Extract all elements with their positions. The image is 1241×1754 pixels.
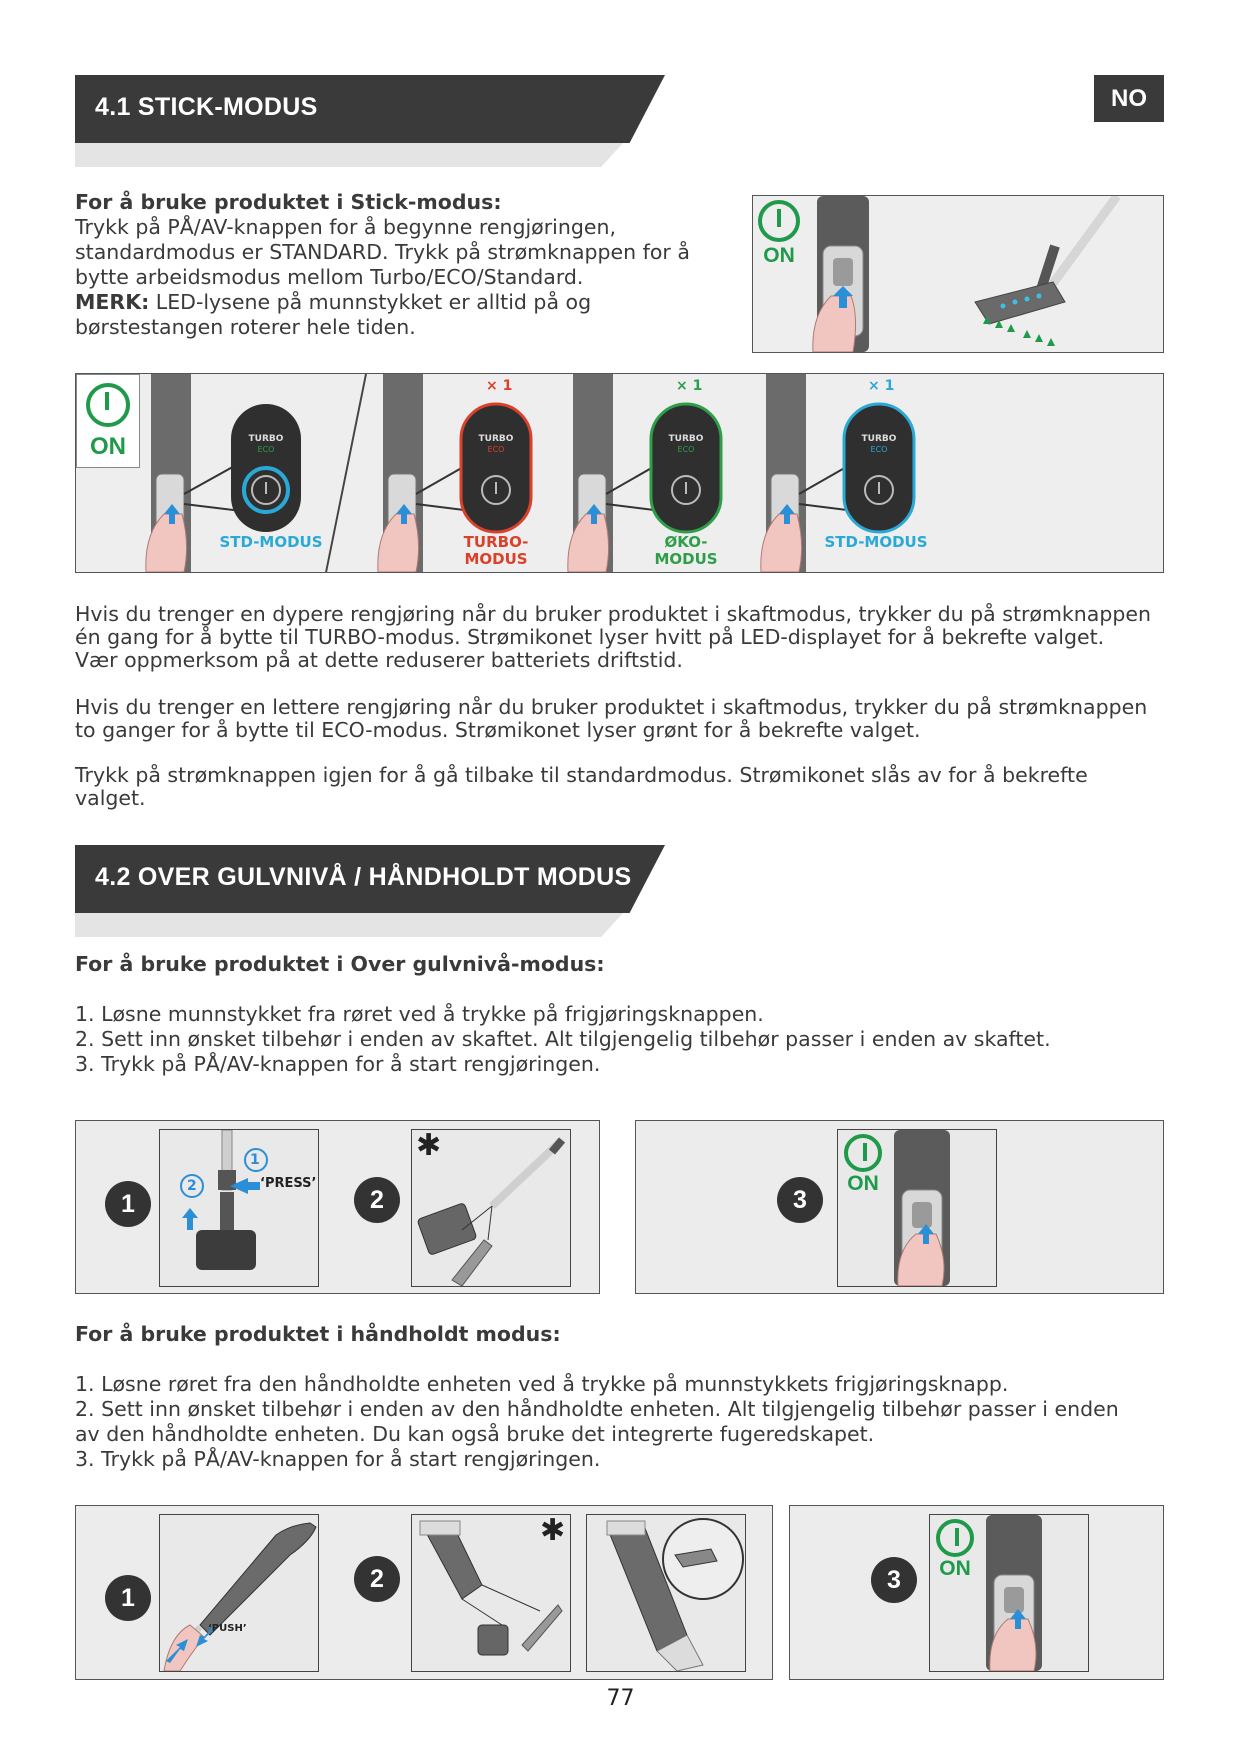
step-number: 2 bbox=[354, 1556, 400, 1602]
step-number: 3 bbox=[777, 1177, 823, 1223]
mode-label-std: STD-MODUS bbox=[824, 533, 928, 551]
intro-line: Trykk på PÅ/AV-knappen for å begynne rengjøringen, bbox=[75, 215, 616, 239]
step-line: 3. Trykk på PÅ/AV-knappen for å start rengjøringen. bbox=[75, 1052, 601, 1076]
mode-label-line: MODUS bbox=[654, 550, 718, 568]
stick-mode-illustration bbox=[752, 195, 1164, 353]
led-eco-label: ECO bbox=[487, 445, 505, 454]
handheld-power-on-illustration bbox=[929, 1514, 1089, 1672]
intro-heading: For å bruke produktet i Stick-modus: bbox=[75, 190, 502, 214]
mode-label-std: STD-MODUS bbox=[219, 533, 323, 551]
turbo-paragraph bbox=[75, 603, 1175, 672]
paragraph-line: Hvis du trenger en lettere rengjøring når du bruker produktet i skaftmodus, trykker du på strømknappen bbox=[75, 695, 1148, 719]
release-tube-drawing bbox=[160, 1515, 318, 1671]
handheld-steps-panel bbox=[75, 1505, 773, 1680]
paragraph-line: to ganger for å bytte til ECO-modus. Strømikonet lyser grønt for å bekrefte valget. bbox=[75, 718, 921, 742]
on-label: ON bbox=[847, 1172, 879, 1195]
power-icon bbox=[936, 1519, 974, 1557]
led-turbo-label: TURBO bbox=[861, 434, 897, 444]
release-tube-illustration bbox=[159, 1514, 319, 1672]
push-label: ‘PUSH’ bbox=[208, 1623, 247, 1634]
stick-mode-intro bbox=[75, 190, 715, 340]
page-number: 77 bbox=[606, 1686, 635, 1711]
section-header-stick-mode bbox=[75, 75, 665, 143]
section-title: 4.1 STICK-MODUS bbox=[95, 93, 318, 121]
mode-cycle-strip bbox=[75, 373, 1164, 573]
handheld-heading: For å bruke produktet i håndholdt modus: bbox=[75, 1322, 561, 1346]
step-number: 1 bbox=[105, 1181, 151, 1227]
paragraph-line: valget. bbox=[75, 786, 146, 810]
over-floor-on-panel bbox=[635, 1120, 1164, 1294]
vacuum-handle-drawing bbox=[753, 196, 1163, 352]
times-symbol: × bbox=[486, 378, 498, 394]
handheld-on-panel bbox=[789, 1505, 1164, 1680]
step-line: 3. Trykk på PÅ/AV-knappen for å start rengjøringen. bbox=[75, 1447, 601, 1471]
eco-paragraph bbox=[75, 696, 1175, 742]
crevice-tool-drawing bbox=[587, 1515, 745, 1671]
callout-number: 2 bbox=[187, 1178, 197, 1194]
led-eco-label: ECO bbox=[870, 445, 888, 454]
press-count bbox=[486, 378, 512, 394]
on-label: ON bbox=[939, 1557, 971, 1580]
section-header-handheld-mode bbox=[75, 845, 665, 913]
attach-accessory-illustration bbox=[411, 1129, 571, 1287]
note-text: LED-lysene på munnstykket er alltid på og bbox=[149, 290, 592, 314]
note-line: børstestangen roterer hele tiden. bbox=[75, 315, 416, 339]
language-badge: NO bbox=[1094, 75, 1164, 122]
led-eco-label: ECO bbox=[677, 445, 695, 454]
count-value: 1 bbox=[692, 378, 703, 394]
step-number: 2 bbox=[354, 1177, 400, 1223]
header-shadow bbox=[75, 913, 623, 937]
on-badge bbox=[838, 1130, 888, 1202]
on-badge bbox=[930, 1515, 980, 1587]
asterisk-icon: ✱ bbox=[416, 1129, 442, 1163]
crevice-tool-illustration bbox=[586, 1514, 746, 1672]
times-symbol: × bbox=[868, 378, 880, 394]
press-count bbox=[868, 378, 894, 394]
paragraph-line: én gang for å bytte til TURBO-modus. Strømikonet lyser hvitt på LED-displayet for å bekrefte valget. bbox=[75, 625, 1105, 649]
over-floor-heading: For å bruke produktet i Over gulvnivå-modus: bbox=[75, 952, 605, 976]
asterisk-icon: ✱ bbox=[540, 1514, 566, 1548]
release-nozzle-drawing bbox=[160, 1130, 318, 1286]
step-line: 2. Sett inn ønsket tilbehør i enden av den håndholdte enheten. Alt tilgjengelig tilbehør passer i enden bbox=[75, 1397, 1119, 1421]
mode-label-line: TURBO- bbox=[463, 533, 529, 551]
mode-label-turbo bbox=[431, 534, 561, 568]
handheld-steps bbox=[75, 1372, 1175, 1472]
mode-label-eco bbox=[621, 534, 751, 568]
step-line: 2. Sett inn ønsket tilbehør i enden av skaftet. Alt tilgjengelig tilbehør passer i enden av skaftet. bbox=[75, 1027, 1051, 1051]
attach-handheld-accessory-illustration bbox=[411, 1514, 571, 1672]
paragraph-line: Vær oppmerksom på at dette reduserer batteriets driftstid. bbox=[75, 648, 683, 672]
led-turbo-label: TURBO bbox=[668, 434, 704, 444]
count-value: 1 bbox=[502, 378, 513, 394]
led-turbo-label: TURBO bbox=[248, 434, 284, 444]
mode-label-line: ØKO- bbox=[664, 533, 708, 551]
on-label: ON bbox=[90, 433, 126, 460]
led-eco-label: ECO bbox=[257, 445, 275, 454]
on-label: ON bbox=[763, 244, 795, 267]
section-title: 4.2 OVER GULVNIVÅ / HÅNDHOLDT MODUS bbox=[95, 863, 632, 891]
note-line bbox=[75, 290, 715, 315]
over-floor-steps-panel bbox=[75, 1120, 600, 1294]
count-value: 1 bbox=[884, 378, 895, 394]
led-turbo-label: TURBO bbox=[478, 434, 514, 444]
step-line: 1. Løsne røret fra den håndholdte enheten ved å trykke på munnstykkets frigjøringsknapp. bbox=[75, 1372, 1009, 1396]
press-label: ‘PRESS’ bbox=[260, 1176, 317, 1191]
power-icon bbox=[844, 1134, 882, 1172]
header-shadow bbox=[75, 143, 623, 167]
release-nozzle-illustration bbox=[159, 1129, 319, 1287]
std-paragraph bbox=[75, 764, 1175, 810]
step-number: 1 bbox=[105, 1575, 151, 1621]
step-number: 3 bbox=[871, 1557, 917, 1603]
press-count bbox=[676, 378, 702, 394]
mode-label-line: MODUS bbox=[464, 550, 528, 568]
note-label: MERK: bbox=[75, 290, 150, 314]
callout-number: 1 bbox=[250, 1152, 260, 1168]
paragraph-line: Hvis du trenger en dypere rengjøring når du bruker produktet i skaftmodus, trykker du på strømknappen bbox=[75, 602, 1151, 626]
step-line: 1. Løsne munnstykket fra røret ved å trykke på frigjøringsknappen. bbox=[75, 1002, 764, 1026]
intro-line: bytte arbeidsmodus mellom Turbo/ECO/Standard. bbox=[75, 265, 584, 289]
over-floor-steps bbox=[75, 1002, 1175, 1077]
paragraph-line: Trykk på strømknappen igjen for å gå tilbake til standardmodus. Strømikonet slås av for å bekrefte bbox=[75, 763, 1088, 787]
times-symbol: × bbox=[676, 378, 688, 394]
step-line: av den håndholdte enheten. Du kan også bruke det integrerte fugeredskapet. bbox=[75, 1422, 875, 1446]
power-on-illustration bbox=[837, 1129, 997, 1287]
intro-line: standardmodus er STANDARD. Trykk på strømknappen for å bbox=[75, 240, 690, 264]
